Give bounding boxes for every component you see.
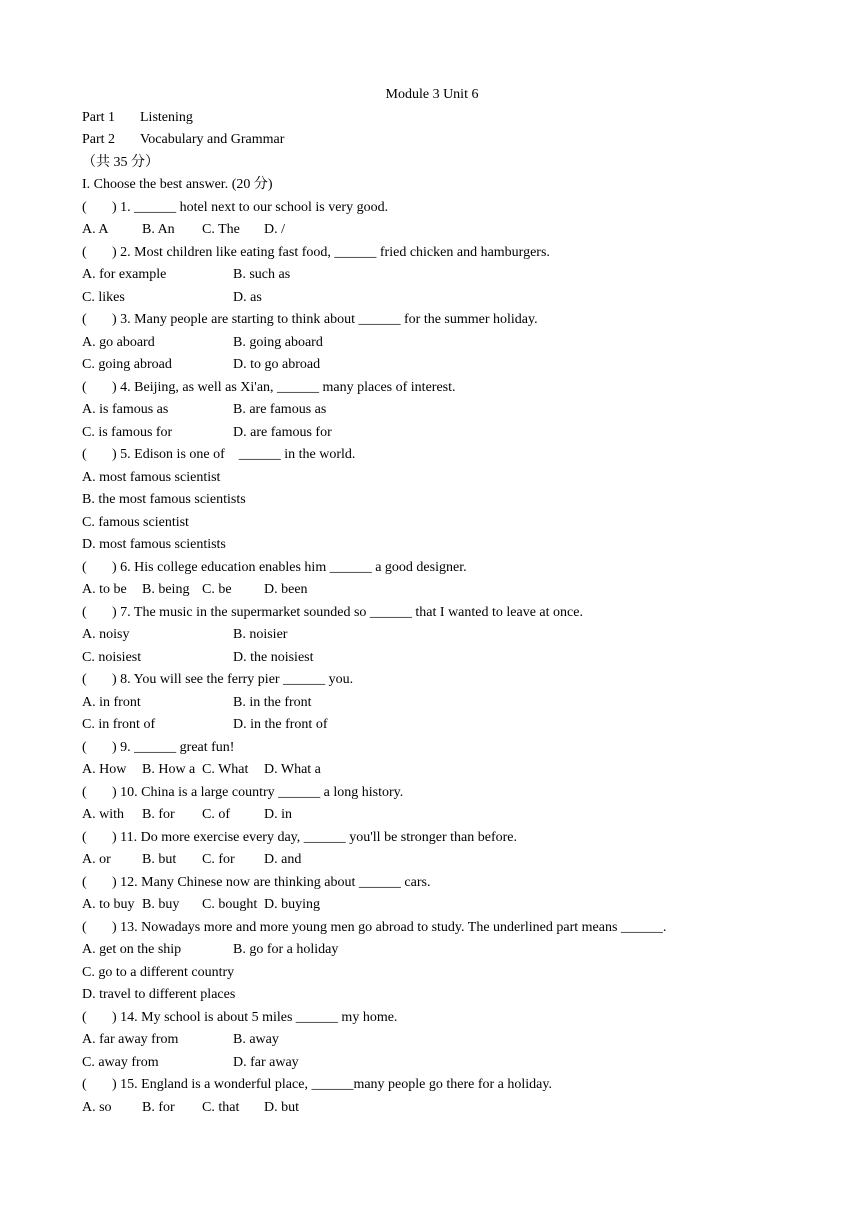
answer-option[interactable]: A. or	[82, 852, 111, 867]
answer-bracket[interactable]: (	[82, 784, 87, 800]
answer-option[interactable]: B. but	[142, 852, 177, 867]
question-text: ) 9. ______ great fun!	[112, 739, 235, 755]
question-text: ) 8. You will see the ferry pier ______ you.	[112, 672, 354, 687]
question-list	[82, 197, 782, 1120]
answer-option[interactable]: C. that	[202, 1099, 240, 1115]
answer-option[interactable]: A. to be	[82, 582, 127, 597]
answer-option[interactable]: B. for	[142, 807, 175, 822]
question-text: ) 5. Edison is one of ______ in the world.	[112, 447, 356, 462]
question-stem	[82, 737, 782, 760]
answer-option[interactable]: D. are famous for	[233, 424, 332, 440]
part-2-line	[82, 129, 782, 152]
section-heading: I. Choose the best answer. (20 分)	[82, 177, 273, 192]
question-text: ) 6. His college education enables him ______ a good designer.	[112, 559, 467, 575]
question-stem	[82, 309, 782, 332]
answer-bracket[interactable]: (	[82, 199, 87, 215]
answer-option[interactable]: B. being	[142, 582, 190, 597]
answer-option[interactable]: D. the noisiest	[233, 649, 314, 665]
answer-option[interactable]: B. such as	[233, 267, 291, 282]
question-text: ) 10. China is a large country ______ a long history.	[112, 784, 404, 800]
answer-option[interactable]: C. of	[202, 807, 230, 822]
answer-option[interactable]: A. with	[82, 807, 124, 822]
option-row	[82, 894, 782, 917]
answer-option[interactable]: B. away	[233, 1032, 279, 1047]
answer-option[interactable]: A. most famous scientist	[82, 469, 221, 485]
answer-option[interactable]: A. noisy	[82, 627, 130, 642]
option-row	[82, 1097, 782, 1120]
answer-option[interactable]: D. far away	[233, 1054, 299, 1070]
question-text: ) 12. Many Chinese now are thinking about ______ cars.	[112, 874, 431, 890]
answer-option[interactable]: D. travel to different places	[82, 987, 236, 1002]
answer-bracket[interactable]: (	[82, 447, 87, 462]
answer-option[interactable]: A. get on the ship	[82, 942, 182, 957]
part-label: Part 1	[82, 109, 116, 125]
option-row	[82, 1052, 782, 1075]
option-row	[82, 804, 782, 827]
answer-bracket[interactable]: (	[82, 1077, 87, 1092]
option-row	[82, 579, 782, 602]
option-row	[82, 939, 782, 962]
option-row	[82, 624, 782, 647]
option-row	[82, 759, 782, 782]
option-row	[82, 692, 782, 715]
option-row	[82, 647, 782, 670]
answer-option[interactable]: B. How a	[142, 762, 196, 777]
answer-bracket[interactable]: (	[82, 379, 87, 395]
answer-option[interactable]: A. in front	[82, 694, 141, 710]
part-label: Part 2	[82, 132, 116, 147]
option-row	[82, 332, 782, 355]
answer-option[interactable]: D. and	[264, 852, 302, 867]
worksheet-page	[82, 84, 782, 1119]
option-row	[82, 467, 782, 490]
question-text: ) 15. England is a wonderful place, ______many people go there for a holiday.	[112, 1077, 552, 1092]
answer-option[interactable]: B. go for a holiday	[233, 942, 339, 957]
answer-option[interactable]: B. for	[142, 1099, 175, 1115]
answer-option[interactable]: D. but	[264, 1099, 299, 1115]
answer-option[interactable]: A. so	[82, 1099, 112, 1115]
question-text: ) 2. Most children like eating fast food, ______ fried chicken and hamburgers.	[112, 244, 550, 260]
option-row	[82, 399, 782, 422]
question-stem	[82, 377, 782, 400]
answer-option[interactable]: C. for	[202, 852, 235, 867]
option-row	[82, 714, 782, 737]
question-stem	[82, 827, 782, 850]
option-row	[82, 962, 782, 985]
answer-option[interactable]: B. noisier	[233, 627, 288, 642]
answer-option[interactable]: C. away from	[82, 1054, 159, 1070]
question-stem	[82, 1007, 782, 1030]
question-text: ) 13. Nowadays more and more young men go abroad to study. The underlined part means ______.	[112, 919, 667, 935]
answer-option[interactable]: C. bought	[202, 897, 258, 912]
answer-bracket[interactable]: (	[82, 312, 87, 327]
answer-option[interactable]: D. buying	[264, 897, 320, 912]
option-row	[82, 1029, 782, 1052]
question-stem	[82, 602, 782, 625]
question-stem	[82, 242, 782, 265]
question-text: ) 14. My school is about 5 miles ______ my home.	[112, 1009, 398, 1025]
part-name: Listening	[140, 109, 193, 125]
answer-option[interactable]: A. is famous as	[82, 402, 169, 417]
answer-option[interactable]: A. to buy	[82, 897, 135, 912]
option-row	[82, 489, 782, 512]
answer-option[interactable]: A. A	[82, 222, 109, 237]
question-text: ) 11. Do more exercise every day, ______ you'll be stronger than before.	[112, 829, 518, 845]
answer-option[interactable]: C. going abroad	[82, 357, 172, 372]
part-name: Vocabulary and Grammar	[140, 132, 285, 147]
answer-option[interactable]: A. for example	[82, 267, 167, 282]
page-title: Module 3 Unit 6	[385, 87, 479, 102]
answer-option[interactable]: A. How	[82, 762, 127, 777]
answer-bracket[interactable]: (	[82, 919, 87, 935]
question-text: ) 3. Many people are starting to think about ______ for the summer holiday.	[112, 312, 538, 327]
answer-bracket[interactable]: (	[82, 604, 87, 620]
part-1-line	[82, 107, 782, 130]
answer-bracket[interactable]: (	[82, 672, 87, 687]
score-note: （共 35 分）	[82, 154, 159, 170]
option-row	[82, 984, 782, 1007]
answer-option[interactable]: D. been	[264, 582, 308, 597]
answer-option[interactable]: D. to go abroad	[233, 357, 321, 372]
answer-option[interactable]: B. An	[142, 222, 175, 237]
question-text: ) 4. Beijing, as well as Xi'an, ______ many places of interest.	[112, 379, 456, 395]
question-stem	[82, 669, 782, 692]
answer-bracket[interactable]: (	[82, 1009, 87, 1025]
answer-option[interactable]: A. go aboard	[82, 334, 155, 350]
question-text: ) 7. The music in the supermarket sounded so ______ that I wanted to leave at once.	[112, 604, 583, 620]
answer-option[interactable]: C. go to a different country	[82, 964, 235, 980]
option-row	[82, 422, 782, 445]
answer-option[interactable]: C. in front of	[82, 717, 156, 732]
answer-option[interactable]: B. are famous as	[233, 402, 327, 417]
answer-option[interactable]: C. likes	[82, 289, 125, 305]
question-stem	[82, 1074, 782, 1097]
answer-option[interactable]: D. /	[264, 222, 285, 237]
question-stem	[82, 557, 782, 580]
question-stem	[82, 872, 782, 895]
answer-option[interactable]: D. most famous scientists	[82, 537, 226, 552]
answer-option[interactable]: C. famous scientist	[82, 514, 189, 530]
answer-bracket[interactable]: (	[82, 244, 87, 260]
answer-bracket[interactable]: (	[82, 829, 87, 845]
question-stem	[82, 917, 782, 940]
option-row	[82, 512, 782, 535]
option-row	[82, 219, 782, 242]
answer-option[interactable]: B. going aboard	[233, 334, 323, 350]
answer-option[interactable]: C. is famous for	[82, 424, 173, 440]
option-row	[82, 354, 782, 377]
answer-option[interactable]: D. as	[233, 289, 262, 305]
answer-option[interactable]: B. the most famous scientists	[82, 492, 246, 507]
answer-option[interactable]: C. noisiest	[82, 649, 142, 665]
answer-option[interactable]: D. What a	[264, 762, 321, 777]
question-stem	[82, 444, 782, 467]
question-text: ) 1. ______ hotel next to our school is very good.	[112, 199, 389, 215]
option-row	[82, 264, 782, 287]
answer-option[interactable]: D. in	[264, 807, 292, 822]
answer-bracket[interactable]: (	[82, 559, 87, 575]
answer-bracket[interactable]: (	[82, 739, 87, 755]
question-stem	[82, 197, 782, 220]
answer-option[interactable]: A. far away from	[82, 1032, 179, 1047]
question-stem	[82, 782, 782, 805]
option-row	[82, 287, 782, 310]
answer-bracket[interactable]: (	[82, 874, 87, 890]
answer-option[interactable]: D. in the front of	[233, 717, 328, 732]
answer-option[interactable]: B. in the front	[233, 694, 312, 710]
option-row	[82, 534, 782, 557]
option-row	[82, 849, 782, 872]
answer-option[interactable]: C. be	[202, 582, 232, 597]
answer-option[interactable]: B. buy	[142, 897, 180, 912]
answer-option[interactable]: C. The	[202, 222, 240, 237]
answer-option[interactable]: C. What	[202, 762, 249, 777]
